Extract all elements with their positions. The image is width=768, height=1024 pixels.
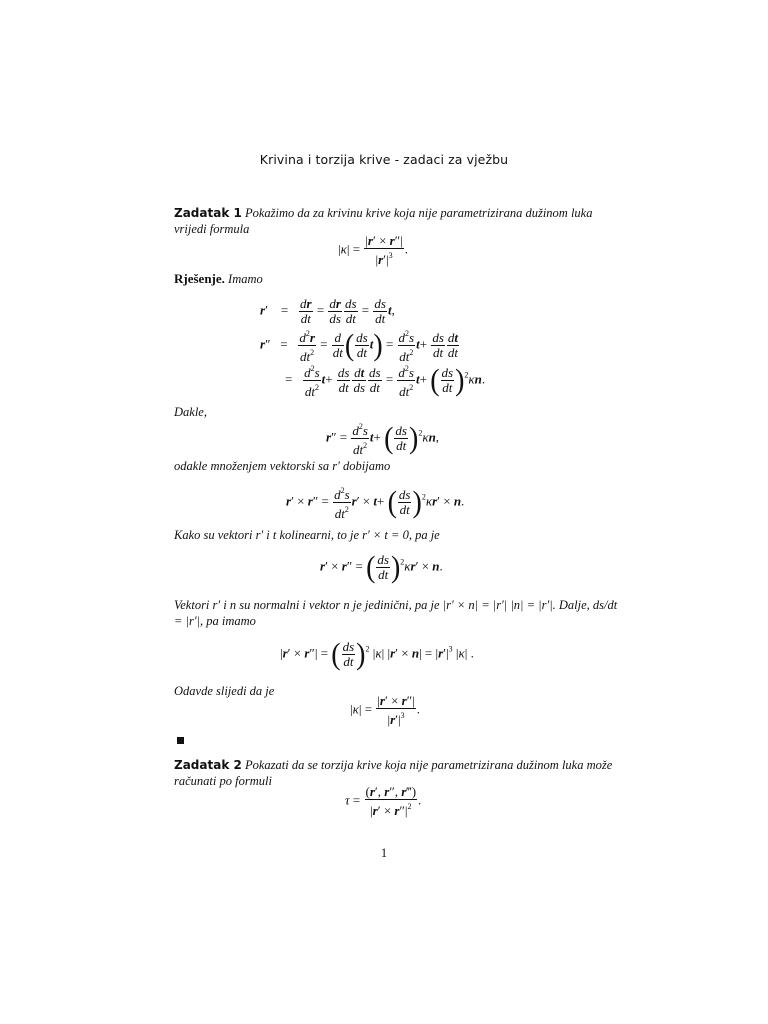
eq-dakle: r″ = $\frac{d^2s}{dt^2}$ t+ ( $\frac{ds}{dt}$ )$^2$κn, [326,420,440,457]
eq-cross-simplified: r′ × r″ = ( $\frac{ds}{dt}$ )$^2$κr′ × n. [320,549,443,584]
eq-norm: |r′ × r″| = ( $\frac{ds}{dt}$ )$^2$ |κ| $|r' \times n| = |r'|^3$ |κ| . [280,636,474,671]
odakle-label: odakle množenjem vektorski sa r′ dobijamo [174,459,391,473]
dakle-label: Dakle, [174,405,207,419]
solution-label: Rješenje. [174,271,225,286]
dakle-text [174,404,620,420]
task-1-text: Pokažimo da za krivinu krive koja nije parametrizirana dužinom luka vrijedi formula [174,206,593,236]
vektori-text [174,597,620,629]
task-2-text: Pokazati da se torzija krive koja nije parametrizirana dužinom luka može računati po formuli [174,758,613,788]
curvature-formula-2: |κ| = $\frac{|r' \times r''|}{|r'|^3}$ . [350,693,420,727]
eq-cross-product: r′ × r″ = $\frac{d^2s}{dt^2}$ r′ × t+ ( $\frac{ds}{dt}$ )$^2$κr′ × n. [286,484,465,521]
qed-square-icon [177,737,184,744]
solution-heading [174,271,620,287]
vektori-label: Vektori r′ i n su normalni i vektor n je jedinični, pa je |r′ × n| = |r′| |n| = |r′|. Dalje, ds/dt = |r′|, pa imamo [174,598,618,628]
odavde-label: Odavde slijedi da je [174,684,275,698]
task-1-label: Zadatak 1 [174,206,242,220]
kako-label: Kako su vektori r′ i t kolinearni, to je r′ × t = 0, pa je [174,528,440,542]
eq-r-double-prime-cont: = $\frac{d^2s}{dt^2}$ t+ $\frac{ds}{dt}$ $\frac{dt}{ds}$ $\frac{ds}{dt}$ = $\frac{d^2s}{dt^2}$ t+ ( $\frac{ds}{dt}$ )$^2$κn. [285,362,486,399]
eq-r-double-prime: r″ = $\frac{d^2r}{dt^2}$ = $\frac{d}{dt}$ ( $\frac{ds}{dt}$ t) = $\frac{d^2s}{dt^2}$ t+ $\frac{ds}{dt}$ $\frac{dt}{dt}$ [260,327,458,364]
kako-text [174,527,620,543]
solution-text: Imamo [228,272,263,286]
torsion-formula: τ = $\frac{(r', r'', r‴)}{|r' \times r''|^2}$ . [345,784,422,818]
task-2-label: Zadatak 2 [174,758,242,772]
odakle-text [174,458,620,474]
page-number: 1 [380,846,388,860]
document-title: Krivina i torzija krive - zadaci za vježbu [259,152,509,167]
curvature-formula-1: |κ| = $\frac{|r' \times r''|}{|r'|^3}$ . [338,233,408,267]
eq-r-prime: r′ = $\frac{dr}{dt}$ = $\frac{dr}{ds}$ $\frac{ds}{dt}$ = $\frac{ds}{dt}$ t, [260,296,395,326]
